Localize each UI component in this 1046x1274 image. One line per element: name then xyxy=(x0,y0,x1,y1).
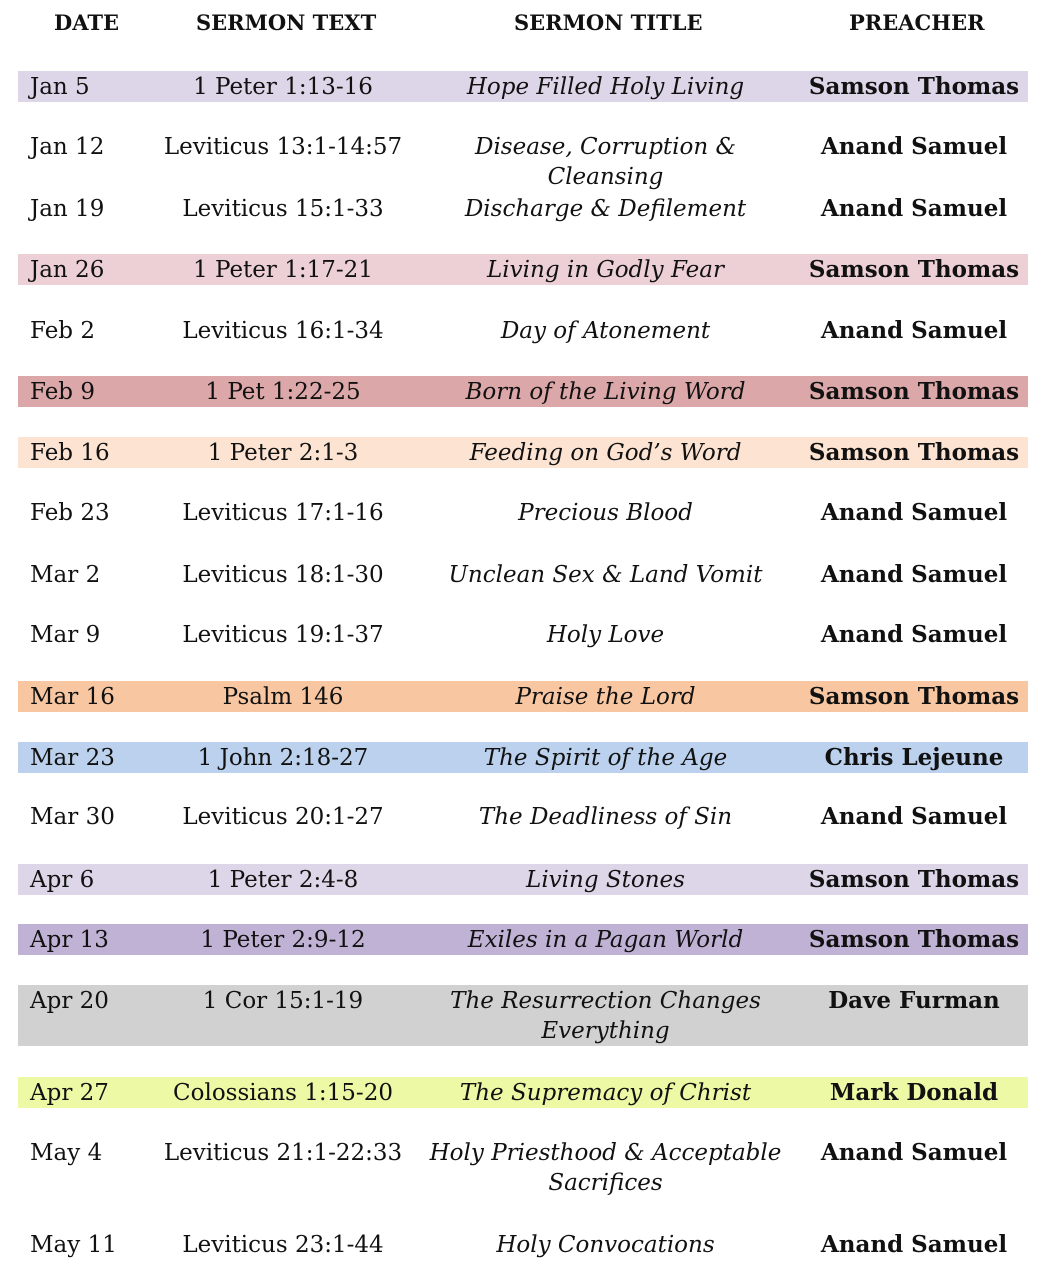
date-cell: Mar 30 xyxy=(30,804,115,830)
date-cell: Jan 12 xyxy=(30,134,105,160)
date-cell: Jan 26 xyxy=(30,257,105,283)
table-row xyxy=(18,1137,1028,1198)
table-header xyxy=(18,10,1028,42)
sermon-text-cell: 1 Peter 2:1-3 xyxy=(207,440,359,466)
table-row xyxy=(18,864,1028,895)
sermon-title-cell: The Deadliness of Sin xyxy=(478,804,733,830)
date-cell: Mar 9 xyxy=(30,622,101,648)
sermon-text-cell: Colossians 1:15-20 xyxy=(173,1080,393,1106)
sermon-title-cell: Living Stones xyxy=(526,867,685,893)
table-row xyxy=(18,254,1028,285)
sermon-text-cell: Leviticus 15:1-33 xyxy=(182,196,384,222)
preacher-cell: Dave Furman xyxy=(828,987,1000,1014)
table-row xyxy=(18,801,1028,832)
preacher-cell: Samson Thomas xyxy=(808,73,1020,100)
preacher-cell: Anand Samuel xyxy=(820,561,1008,588)
table-row xyxy=(18,619,1028,650)
date-cell: Apr 27 xyxy=(30,1080,109,1106)
date-cell: Mar 23 xyxy=(30,745,115,771)
preacher-cell: Anand Samuel xyxy=(820,803,1008,830)
table-row xyxy=(18,985,1028,1046)
sermon-text-cell: 1 Peter 1:17-21 xyxy=(193,257,373,283)
preacher-cell: Samson Thomas xyxy=(808,926,1020,953)
date-cell: Jan 5 xyxy=(30,74,90,100)
preacher-cell: Anand Samuel xyxy=(820,1139,1008,1166)
sermon-title-cell: Day of Atonement xyxy=(500,318,711,344)
sermon-title-cell: Disease, Corruption & Cleansing xyxy=(475,134,736,190)
preacher-cell: Mark Donald xyxy=(829,1079,999,1106)
sermon-text-cell: 1 Cor 15:1-19 xyxy=(202,988,364,1014)
preacher-cell: Anand Samuel xyxy=(820,499,1008,526)
sermon-title-cell: The Supremacy of Christ xyxy=(459,1080,752,1106)
date-cell: Apr 6 xyxy=(30,867,95,893)
sermon-text-cell: Leviticus 17:1-16 xyxy=(182,500,384,526)
sermon-text-cell: Leviticus 21:1-22:33 xyxy=(163,1140,403,1166)
date-cell: May 4 xyxy=(30,1140,103,1166)
date-cell: Feb 9 xyxy=(30,379,95,405)
date-cell: Jan 19 xyxy=(30,196,105,222)
preacher-cell: Samson Thomas xyxy=(808,256,1020,283)
table-row xyxy=(18,315,1028,346)
preacher-cell: Chris Lejeune xyxy=(824,744,1004,771)
sermon-text-cell: Leviticus 19:1-37 xyxy=(182,622,384,648)
sermon-title-cell: Holy Priesthood & Acceptable Sacrifices xyxy=(429,1140,782,1196)
sermon-text-cell: 1 Peter 2:4-8 xyxy=(207,867,359,893)
preacher-cell: Samson Thomas xyxy=(808,439,1020,466)
preacher-cell: Anand Samuel xyxy=(820,621,1008,648)
table-row xyxy=(18,559,1028,590)
sermon-text-cell: Leviticus 23:1-44 xyxy=(182,1232,384,1258)
sermon-text-cell: Leviticus 20:1-27 xyxy=(182,804,384,830)
sermon-text-cell: Leviticus 16:1-34 xyxy=(182,318,384,344)
preacher-cell: Anand Samuel xyxy=(820,133,1008,160)
date-cell: Feb 23 xyxy=(30,500,110,526)
date-cell: Feb 2 xyxy=(30,318,95,344)
date-cell: Apr 20 xyxy=(30,988,109,1014)
preacher-cell: Samson Thomas xyxy=(808,378,1020,405)
table-row xyxy=(18,497,1028,528)
date-cell: Feb 16 xyxy=(30,440,110,466)
date-cell: May 11 xyxy=(30,1232,117,1258)
preacher-cell: Anand Samuel xyxy=(820,1231,1008,1258)
header-preacher: PREACHER xyxy=(849,10,985,35)
header-sermon-title: SERMON TITLE xyxy=(514,10,703,35)
sermon-title-cell: Discharge & Defilement xyxy=(464,196,747,222)
sermon-text-cell: 1 John 2:18-27 xyxy=(197,745,369,771)
table-row xyxy=(18,742,1028,773)
sermon-title-cell: Holy Convocations xyxy=(496,1232,715,1258)
sermon-title-cell: Unclean Sex & Land Vomit xyxy=(448,562,763,588)
sermon-title-cell: The Spirit of the Age xyxy=(483,745,728,771)
sermon-text-cell: 1 Peter 2:9-12 xyxy=(200,927,366,953)
sermon-title-cell: Holy Love xyxy=(546,622,665,648)
sermon-title-cell: Praise the Lord xyxy=(515,684,696,710)
preacher-cell: Anand Samuel xyxy=(820,195,1008,222)
table-row xyxy=(18,376,1028,407)
preacher-cell: Samson Thomas xyxy=(808,683,1020,710)
sermon-title-cell: Exiles in a Pagan World xyxy=(467,927,744,953)
date-cell: Mar 16 xyxy=(30,684,115,710)
header-sermon-text: SERMON TEXT xyxy=(196,10,377,35)
sermon-title-cell: Hope Filled Holy Living xyxy=(466,74,745,100)
header-date: DATE xyxy=(54,10,119,35)
sermon-title-cell: Precious Blood xyxy=(518,500,693,526)
table-row xyxy=(18,131,1028,190)
sermon-text-cell: 1 Peter 1:13-16 xyxy=(193,74,373,100)
date-cell: Apr 13 xyxy=(30,927,109,953)
date-cell: Mar 2 xyxy=(30,562,101,588)
table-row xyxy=(18,437,1028,468)
table-row xyxy=(18,681,1028,712)
sermon-text-cell: Psalm 146 xyxy=(222,684,344,710)
sermon-title-cell: Living in Godly Fear xyxy=(487,257,724,283)
sermon-title-cell: The Resurrection Changes Everything xyxy=(450,988,761,1044)
sermon-text-cell: Leviticus 18:1-30 xyxy=(182,562,384,588)
table-row xyxy=(18,193,1028,224)
sermon-title-cell: Feeding on God’s Word xyxy=(469,440,742,466)
sermon-title-cell: Born of the Living Word xyxy=(465,379,746,405)
sermon-text-cell: Leviticus 13:1-14:57 xyxy=(163,134,403,160)
table-row xyxy=(18,924,1028,955)
table-row xyxy=(18,1077,1028,1108)
table-row xyxy=(18,1229,1028,1260)
sermon-text-cell: 1 Pet 1:22-25 xyxy=(205,379,361,405)
preacher-cell: Anand Samuel xyxy=(820,317,1008,344)
table-row xyxy=(18,71,1028,102)
preacher-cell: Samson Thomas xyxy=(808,866,1020,893)
